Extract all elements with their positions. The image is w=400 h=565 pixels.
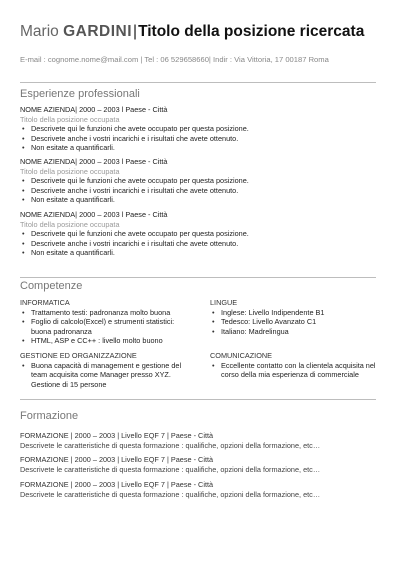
list-item: • Eccellente contatto con la clientela acquisita nel corso della mia esperienza di commerciale [210, 361, 385, 380]
skills-comunicazione [210, 351, 385, 380]
education-entry [20, 455, 380, 475]
last-name: GARDINI [63, 23, 133, 40]
list-item: • Descrivete anche i vostri incarichi e i risultati che avete ottenuto. [20, 239, 380, 249]
section-title-experience: Esperienze professionali [20, 88, 140, 100]
section-title-education: Formazione [20, 410, 79, 422]
experience-entry-position: Titolo della posizione occupata [20, 219, 120, 229]
list-item: • Descrivete anche i vostri incarichi e i risultati che avete ottenuto. [20, 134, 380, 144]
list-item: • Non esitate a quantificarli. [20, 143, 380, 153]
list-item: • Non esitate a quantificarli. [20, 195, 380, 205]
job-title: Titolo della posizione ricercata [138, 23, 365, 40]
education-entry-head: FORMAZIONE | 2000 – 2003 | Livello EQF 7 | Paese - Città [20, 480, 214, 489]
skills-group-head: LINGUE [210, 298, 238, 307]
list-item: • Tedesco: Livello Avanzato C1 [210, 317, 385, 327]
education-entry-desc: Descrivete le caratteristiche di questa formazione : qualifiche, opzioni della formazione, etc… [20, 465, 321, 474]
experience-entry-head: NOME AZIENDA| 2000 – 2003 l Paese - Città [20, 210, 168, 219]
list-item: • Inglese: Livello Indipendente B1 [210, 308, 385, 318]
education-entry-head: FORMAZIONE | 2000 – 2003 | Livello EQF 7 | Paese - Città [20, 455, 214, 464]
divider [20, 399, 376, 400]
education-entry-desc: Descrivete le caratteristiche di questa formazione : qualifiche, opzioni della formazione, etc… [20, 490, 321, 499]
education-entry [20, 431, 380, 451]
experience-entry-position: Titolo della posizione occupata [20, 166, 120, 176]
education-entry-head: FORMAZIONE | 2000 – 2003 | Livello EQF 7 | Paese - Città [20, 431, 214, 440]
education-entry [20, 480, 380, 500]
experience-entry [20, 210, 380, 258]
title-separator: | [133, 23, 138, 40]
contact-line: E-mail : cognome.nome@mail.com | Tel : 06 529658660| Indir : Via Vittoria, 17 00187 Roma [20, 55, 329, 64]
list-item: • Descrivete qui le funzioni che avete occupato per questa posizione. [20, 229, 380, 239]
skills-group-head: GESTIONE ED ORGANIZZAZIONE [20, 351, 137, 360]
list-item: • Foglio di calcolo(Excel) e strumenti statistici: buona padronanza [20, 317, 195, 336]
list-item: • Buona capacità di management e gestione del team acquisita come Manager presso XYZ. Gestione di 15 persone [20, 361, 195, 390]
list-item: • HTML, ASP e CC++ : livello molto buono [20, 336, 195, 346]
list-item: • Italiano: Madrelingua [210, 327, 385, 337]
education-entry-desc: Descrivete le caratteristiche di questa formazione : qualifiche, opzioni della formazione, etc… [20, 441, 321, 450]
list-item: • Descrivete anche i vostri incarichi e i risultati che avete ottenuto. [20, 186, 380, 196]
list-item: • Trattamento testi: padronanza molto buona [20, 308, 195, 318]
experience-entry-position: Titolo della posizione occupata [20, 114, 120, 124]
divider [20, 277, 376, 278]
list-item: • Descrivete qui le funzioni che avete occupato per questa posizione. [20, 124, 380, 134]
section-title-skills: Competenze [20, 280, 83, 292]
skills-lingue [210, 298, 385, 336]
skills-gestione [20, 351, 195, 389]
experience-entry-head: NOME AZIENDA| 2000 – 2003 l Paese - Città [20, 105, 168, 114]
divider [20, 82, 376, 83]
list-item: • Non esitate a quantificarli. [20, 248, 380, 258]
list-item: • Descrivete qui le funzioni che avete occupato per questa posizione. [20, 176, 380, 186]
experience-entry [20, 157, 380, 205]
skills-group-head: INFORMATICA [20, 298, 70, 307]
skills-informatica [20, 298, 195, 346]
first-name: Mario [20, 23, 59, 40]
experience-entry [20, 105, 380, 153]
header-name-line [20, 22, 364, 42]
skills-group-head: COMUNICAZIONE [210, 351, 273, 360]
experience-entry-head: NOME AZIENDA| 2000 – 2003 l Paese - Città [20, 157, 168, 166]
